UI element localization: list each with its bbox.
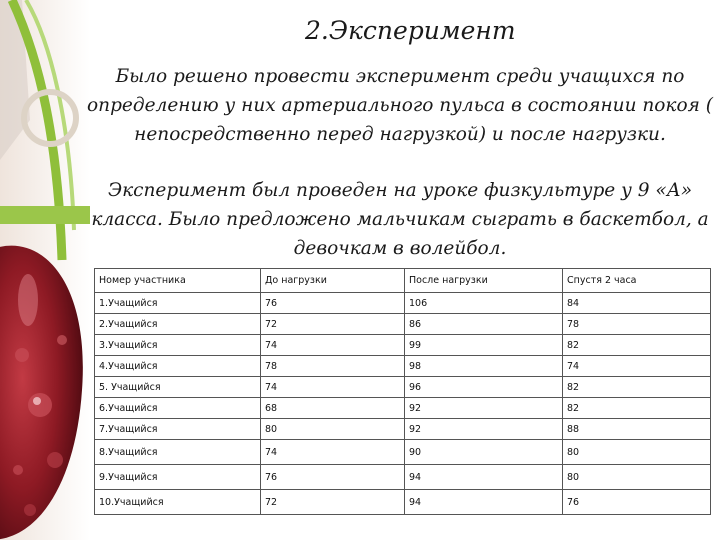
table-header: После нагрузки <box>405 269 563 293</box>
table-cell: 94 <box>405 465 563 490</box>
table-cell: 2.Учащийся <box>95 314 261 335</box>
table-cell: 76 <box>261 465 405 490</box>
table-cell: 84 <box>563 293 711 314</box>
table-cell: 9.Учащийся <box>95 465 261 490</box>
table-cell: 98 <box>405 356 563 377</box>
table-row <box>95 356 711 377</box>
table-cell: 76 <box>563 490 711 515</box>
table-row <box>95 293 711 314</box>
experiment-paragraph: Эксперимент был проведен на уроке физкультуре у 9 «А» класса. Было предложено мальчикам сыграть в баскетбол, а девочкам в волейбол. <box>91 180 709 259</box>
table-cell: 90 <box>405 440 563 465</box>
table-cell: 72 <box>261 314 405 335</box>
table-row <box>95 314 711 335</box>
table-cell: 96 <box>405 377 563 398</box>
table-cell: 99 <box>405 335 563 356</box>
table-cell: 4.Учащийся <box>95 356 261 377</box>
table-cell: 74 <box>563 356 711 377</box>
table-cell: 74 <box>261 440 405 465</box>
table-cell: 82 <box>563 377 711 398</box>
table-row <box>95 335 711 356</box>
table-cell: 76 <box>261 293 405 314</box>
table-cell: 94 <box>405 490 563 515</box>
table-cell: 74 <box>261 377 405 398</box>
table-row <box>95 377 711 398</box>
table-cell: 6.Учащийся <box>95 398 261 419</box>
table-row <box>95 440 711 465</box>
table-cell: 5. Учащийся <box>95 377 261 398</box>
table-cell: 86 <box>405 314 563 335</box>
table-cell: 82 <box>563 398 711 419</box>
intro-paragraph: Было решено провести эксперимент среди учащихся по определению у них артериального пульса в состоянии покоя ( непосредственно перед нагрузкой) и после нагрузки. <box>87 66 713 145</box>
cherry-decoration <box>0 0 90 540</box>
table-cell: 78 <box>261 356 405 377</box>
table-row <box>95 419 711 440</box>
table-cell: 80 <box>563 440 711 465</box>
table-cell: 1.Учащийся <box>95 293 261 314</box>
table-row <box>95 398 711 419</box>
table-cell: 80 <box>261 419 405 440</box>
table-header: Спустя 2 часа <box>563 269 711 293</box>
slide-title: 2.Эксперимент <box>305 16 516 45</box>
table-cell: 7.Учащийся <box>95 419 261 440</box>
pulse-table <box>94 268 711 515</box>
table-cell: 68 <box>261 398 405 419</box>
table-cell: 92 <box>405 398 563 419</box>
table-row <box>95 465 711 490</box>
table-cell: 10.Учащийся <box>95 490 261 515</box>
table-cell: 80 <box>563 465 711 490</box>
table-cell: 78 <box>563 314 711 335</box>
table-header: Номер участника <box>95 269 261 293</box>
cherry-image <box>0 0 90 540</box>
table-cell: 3.Учащийся <box>95 335 261 356</box>
table-cell: 8.Учащийся <box>95 440 261 465</box>
table-header: До нагрузки <box>261 269 405 293</box>
table-cell: 88 <box>563 419 711 440</box>
table-cell: 82 <box>563 335 711 356</box>
table-cell: 74 <box>261 335 405 356</box>
table-cell: 92 <box>405 419 563 440</box>
table-row <box>95 490 711 515</box>
table-cell: 72 <box>261 490 405 515</box>
table-cell: 106 <box>405 293 563 314</box>
table-header-row <box>95 269 711 293</box>
